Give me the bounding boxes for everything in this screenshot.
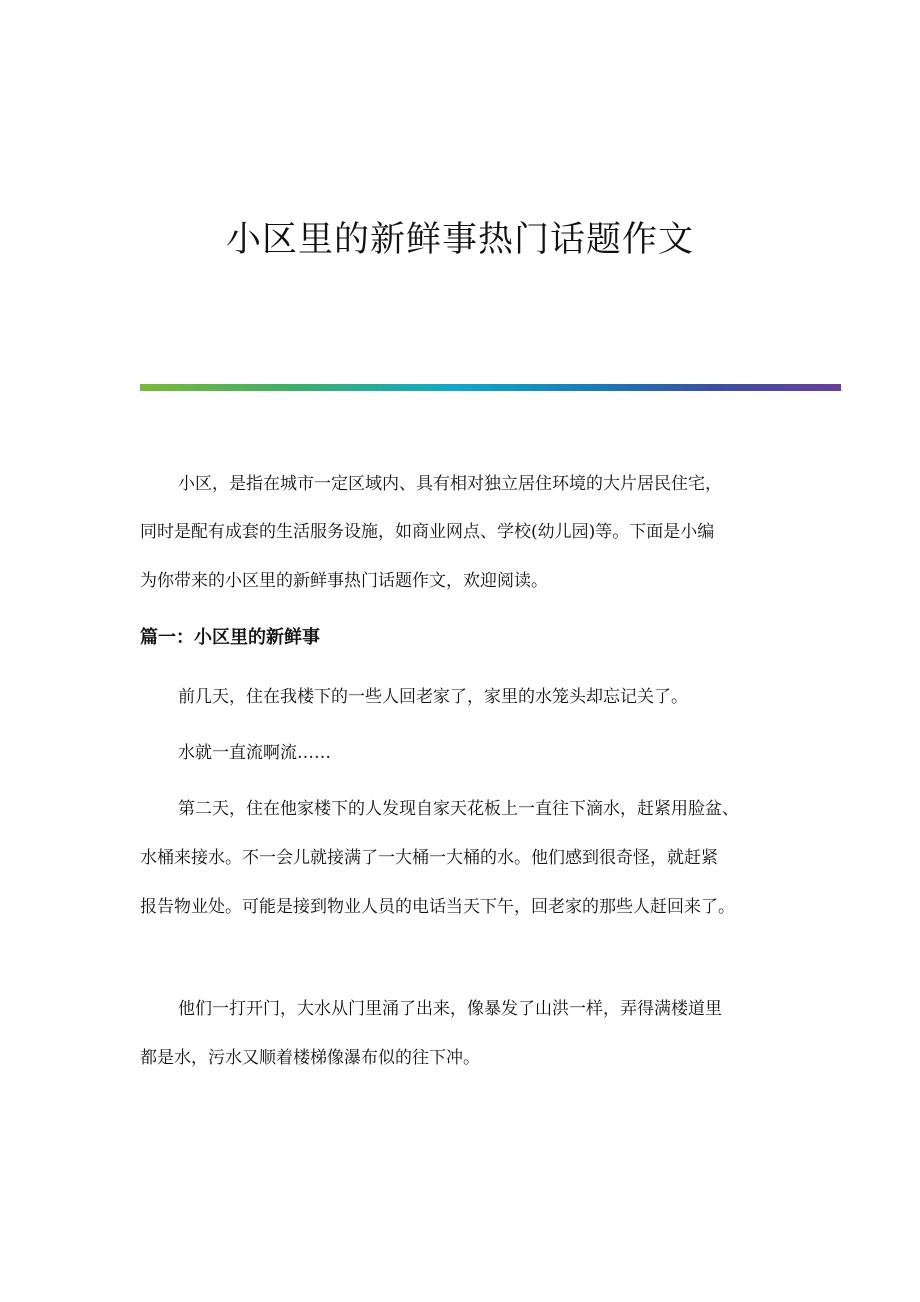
paragraph-line-2: 水就一直流啊流…… (178, 743, 331, 763)
paragraph-line-6: 他们一打开门，大水从门里涌了出来，像暴发了山洪一样，弄得满楼道里 (178, 999, 722, 1019)
paragraph-line-1: 前几天，住在我楼下的一些人回老家了，家里的水笼头却忘记关了。 (178, 687, 688, 707)
section-heading: 篇一：小区里的新鲜事 (140, 627, 320, 648)
intro-line-1: 小区，是指在城市一定区域内、具有相对独立居住环境的大片居民住宅， (178, 474, 722, 494)
intro-line-3: 为你带来的小区里的新鲜事热门话题作文，欢迎阅读。 (140, 571, 548, 591)
gradient-divider (140, 384, 841, 391)
paragraph-line-4: 水桶来接水。不一会儿就接满了一大桶一大桶的水。他们感到很奇怪，就赶紧 (140, 848, 718, 868)
intro-line-2: 同时是配有成套的生活服务设施，如商业网点、学校(幼儿园)等。下面是小编 (140, 522, 715, 542)
paragraph-line-3: 第二天，住在他家楼下的人发现自家天花板上一直往下滴水，赶紧用脸盆、 (178, 799, 739, 819)
paragraph-line-7: 都是水，污水又顺着楼梯像瀑布似的往下冲。 (140, 1048, 480, 1068)
document-title: 小区里的新鲜事热门话题作文 (225, 220, 694, 260)
paragraph-line-5: 报告物业处。可能是接到物业人员的电话当天下午，回老家的那些人赶回来了。 (140, 897, 735, 917)
